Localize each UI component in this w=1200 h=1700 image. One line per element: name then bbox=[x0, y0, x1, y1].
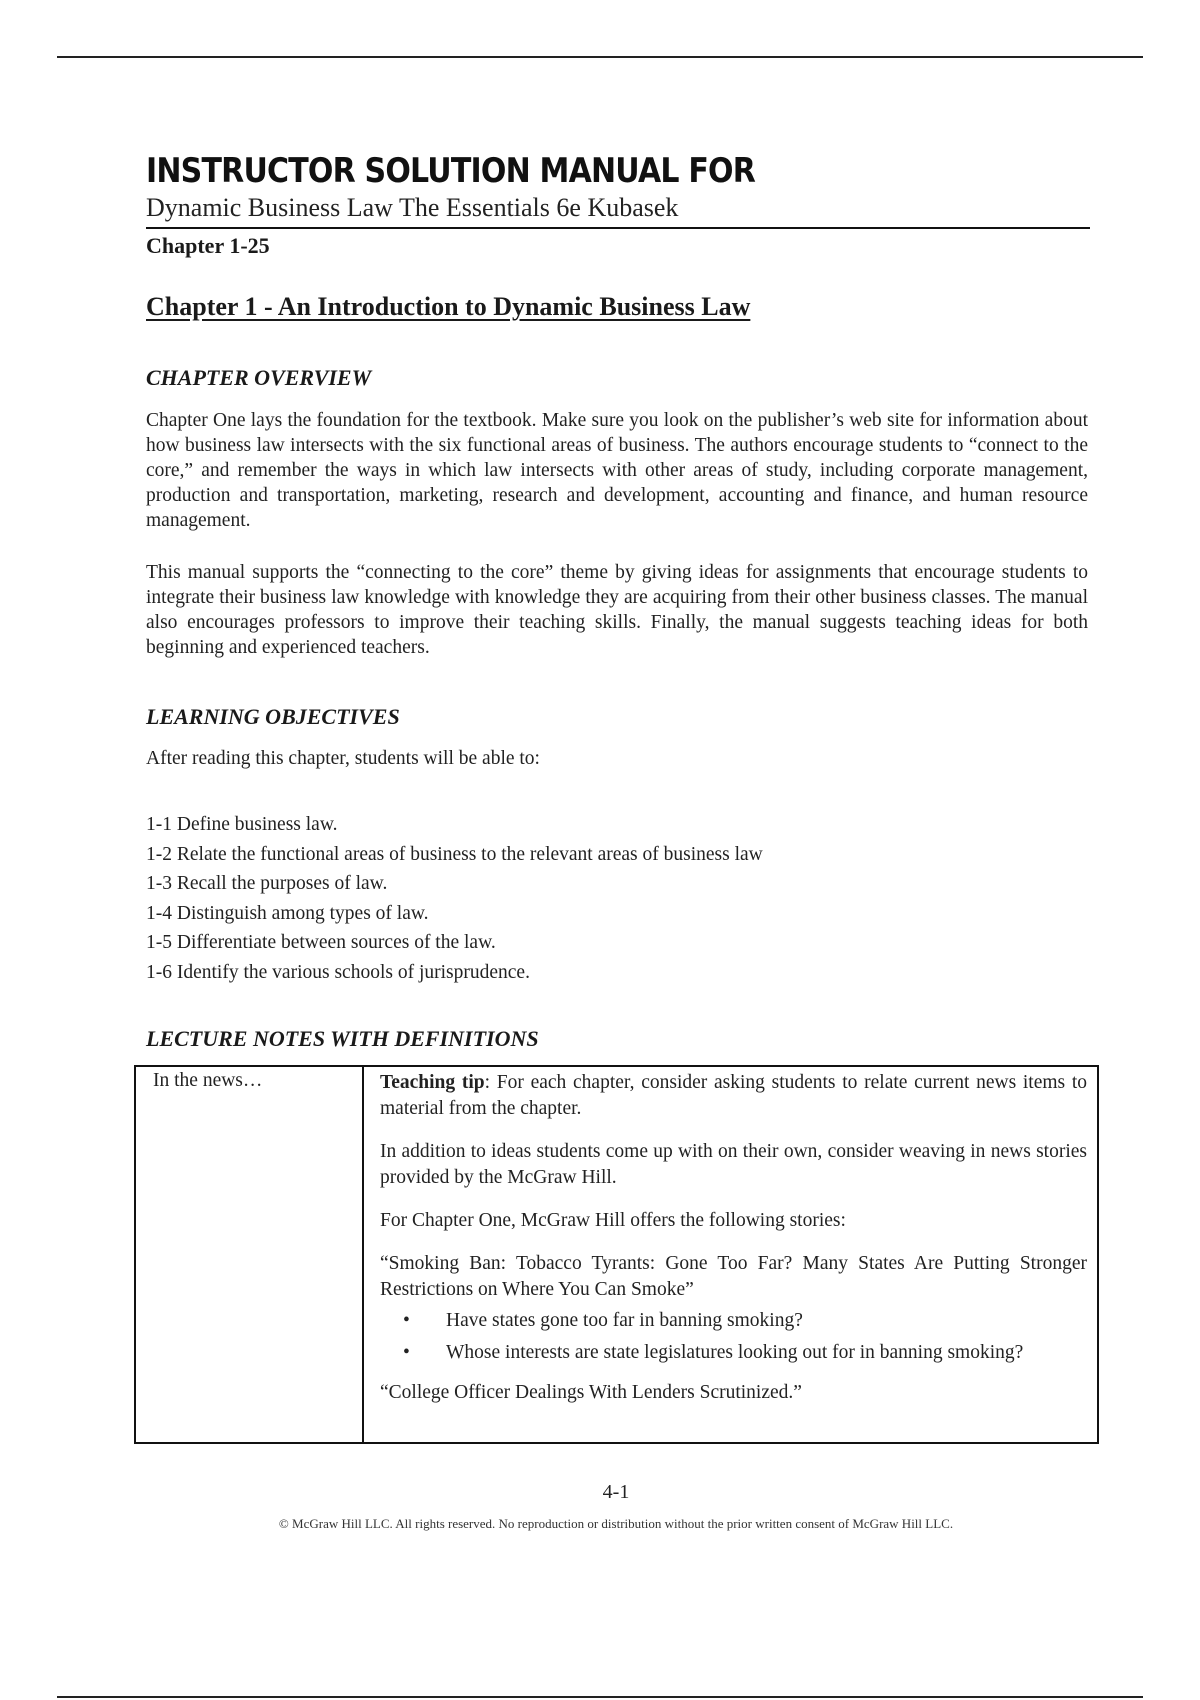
news-story-title: “College Officer Dealings With Lenders Scrutinized.” bbox=[380, 1382, 802, 1403]
overview-heading: CHAPTER OVERVIEW bbox=[146, 365, 372, 390]
document-title: INSTRUCTOR SOLUTION MANUAL FOR bbox=[146, 152, 756, 192]
bullet-icon: • bbox=[403, 1310, 410, 1331]
news-story-title: “Smoking Ban: Tobacco Tyrants: Gone Too Far? Many States Are Putting Stronger Restrictions on Where You Can Smoke” bbox=[380, 1253, 1087, 1300]
notes-topic-label: In the news… bbox=[153, 1070, 263, 1091]
chapter-heading: Chapter 1 - An Introduction to Dynamic Business Law bbox=[146, 292, 751, 321]
objectives-heading: LEARNING OBJECTIVES bbox=[146, 704, 400, 729]
objective-item: 1-3 Recall the purposes of law. bbox=[146, 873, 388, 894]
copyright-notice: © McGraw Hill LLC. All rights reserved. No reproduction or distribution without the prior written consent of McGraw Hill LLC. bbox=[278, 1516, 954, 1531]
teaching-tip-label: Teaching tip bbox=[380, 1072, 485, 1093]
top-rule bbox=[57, 56, 1143, 58]
lecture-notes-table bbox=[134, 1065, 1099, 1444]
page-number: 4-1 bbox=[602, 1481, 630, 1503]
notes-content-cell bbox=[364, 1067, 1097, 1442]
story-questions bbox=[380, 1308, 1087, 1366]
objectives-list bbox=[146, 810, 763, 987]
bullet-icon: • bbox=[403, 1342, 410, 1363]
teaching-tip-text: : For each chapter, consider asking students to relate current news items to material from the chapter. bbox=[380, 1072, 1088, 1119]
notes-paragraph: In addition to ideas students come up with on their own, consider weaving in news stories provided by the McGraw Hill. bbox=[380, 1141, 1087, 1188]
bottom-rule bbox=[57, 1696, 1143, 1698]
objective-item: 1-5 Differentiate between sources of the law. bbox=[146, 932, 496, 953]
overview-paragraph-1: Chapter One lays the foundation for the textbook. Make sure you look on the publisher’s web site for information about how business law intersects with the six functional areas of business. The authors encourage students to “connect to the core,” and remember the ways in which law intersects with other areas of study, including corporate management, production and transportation, marketing, research and development, accounting and finance, and human resource management. bbox=[146, 410, 1088, 531]
objective-item: 1-4 Distinguish among types of law. bbox=[146, 902, 429, 924]
notes-topic-cell bbox=[136, 1067, 364, 1442]
document-subtitle: Dynamic Business Law The Essentials 6e Kubasek bbox=[146, 193, 1090, 229]
objective-item: 1-2 Relate the functional areas of business to the relevant areas of business law bbox=[146, 843, 763, 865]
objective-item: 1-1 Define business law. bbox=[146, 814, 338, 835]
objectives-intro: After reading this chapter, students will be able to: bbox=[146, 748, 540, 769]
chapter-range: Chapter 1-25 bbox=[146, 233, 270, 258]
story-question: • Whose interests are state legislatures looking out for in banning smoking? bbox=[380, 1340, 1087, 1366]
lecture-notes-heading: LECTURE NOTES WITH DEFINITIONS bbox=[146, 1026, 539, 1051]
overview-paragraph-2: This manual supports the “connecting to the core” theme by giving ideas for assignments that encourage students to integrate their business law knowledge with knowledge they are acquiring from their other business classes. The manual also encourages professors to improve their teaching skills. Finally, the manual suggests teaching ideas for both beginning and experienced teachers. bbox=[146, 562, 1088, 658]
story-question: • Have states gone too far in banning smoking? bbox=[380, 1308, 1087, 1334]
notes-paragraph: For Chapter One, McGraw Hill offers the following stories: bbox=[380, 1210, 846, 1231]
teaching-tip bbox=[380, 1070, 1087, 1122]
objective-item: 1-6 Identify the various schools of jurisprudence. bbox=[146, 961, 530, 983]
